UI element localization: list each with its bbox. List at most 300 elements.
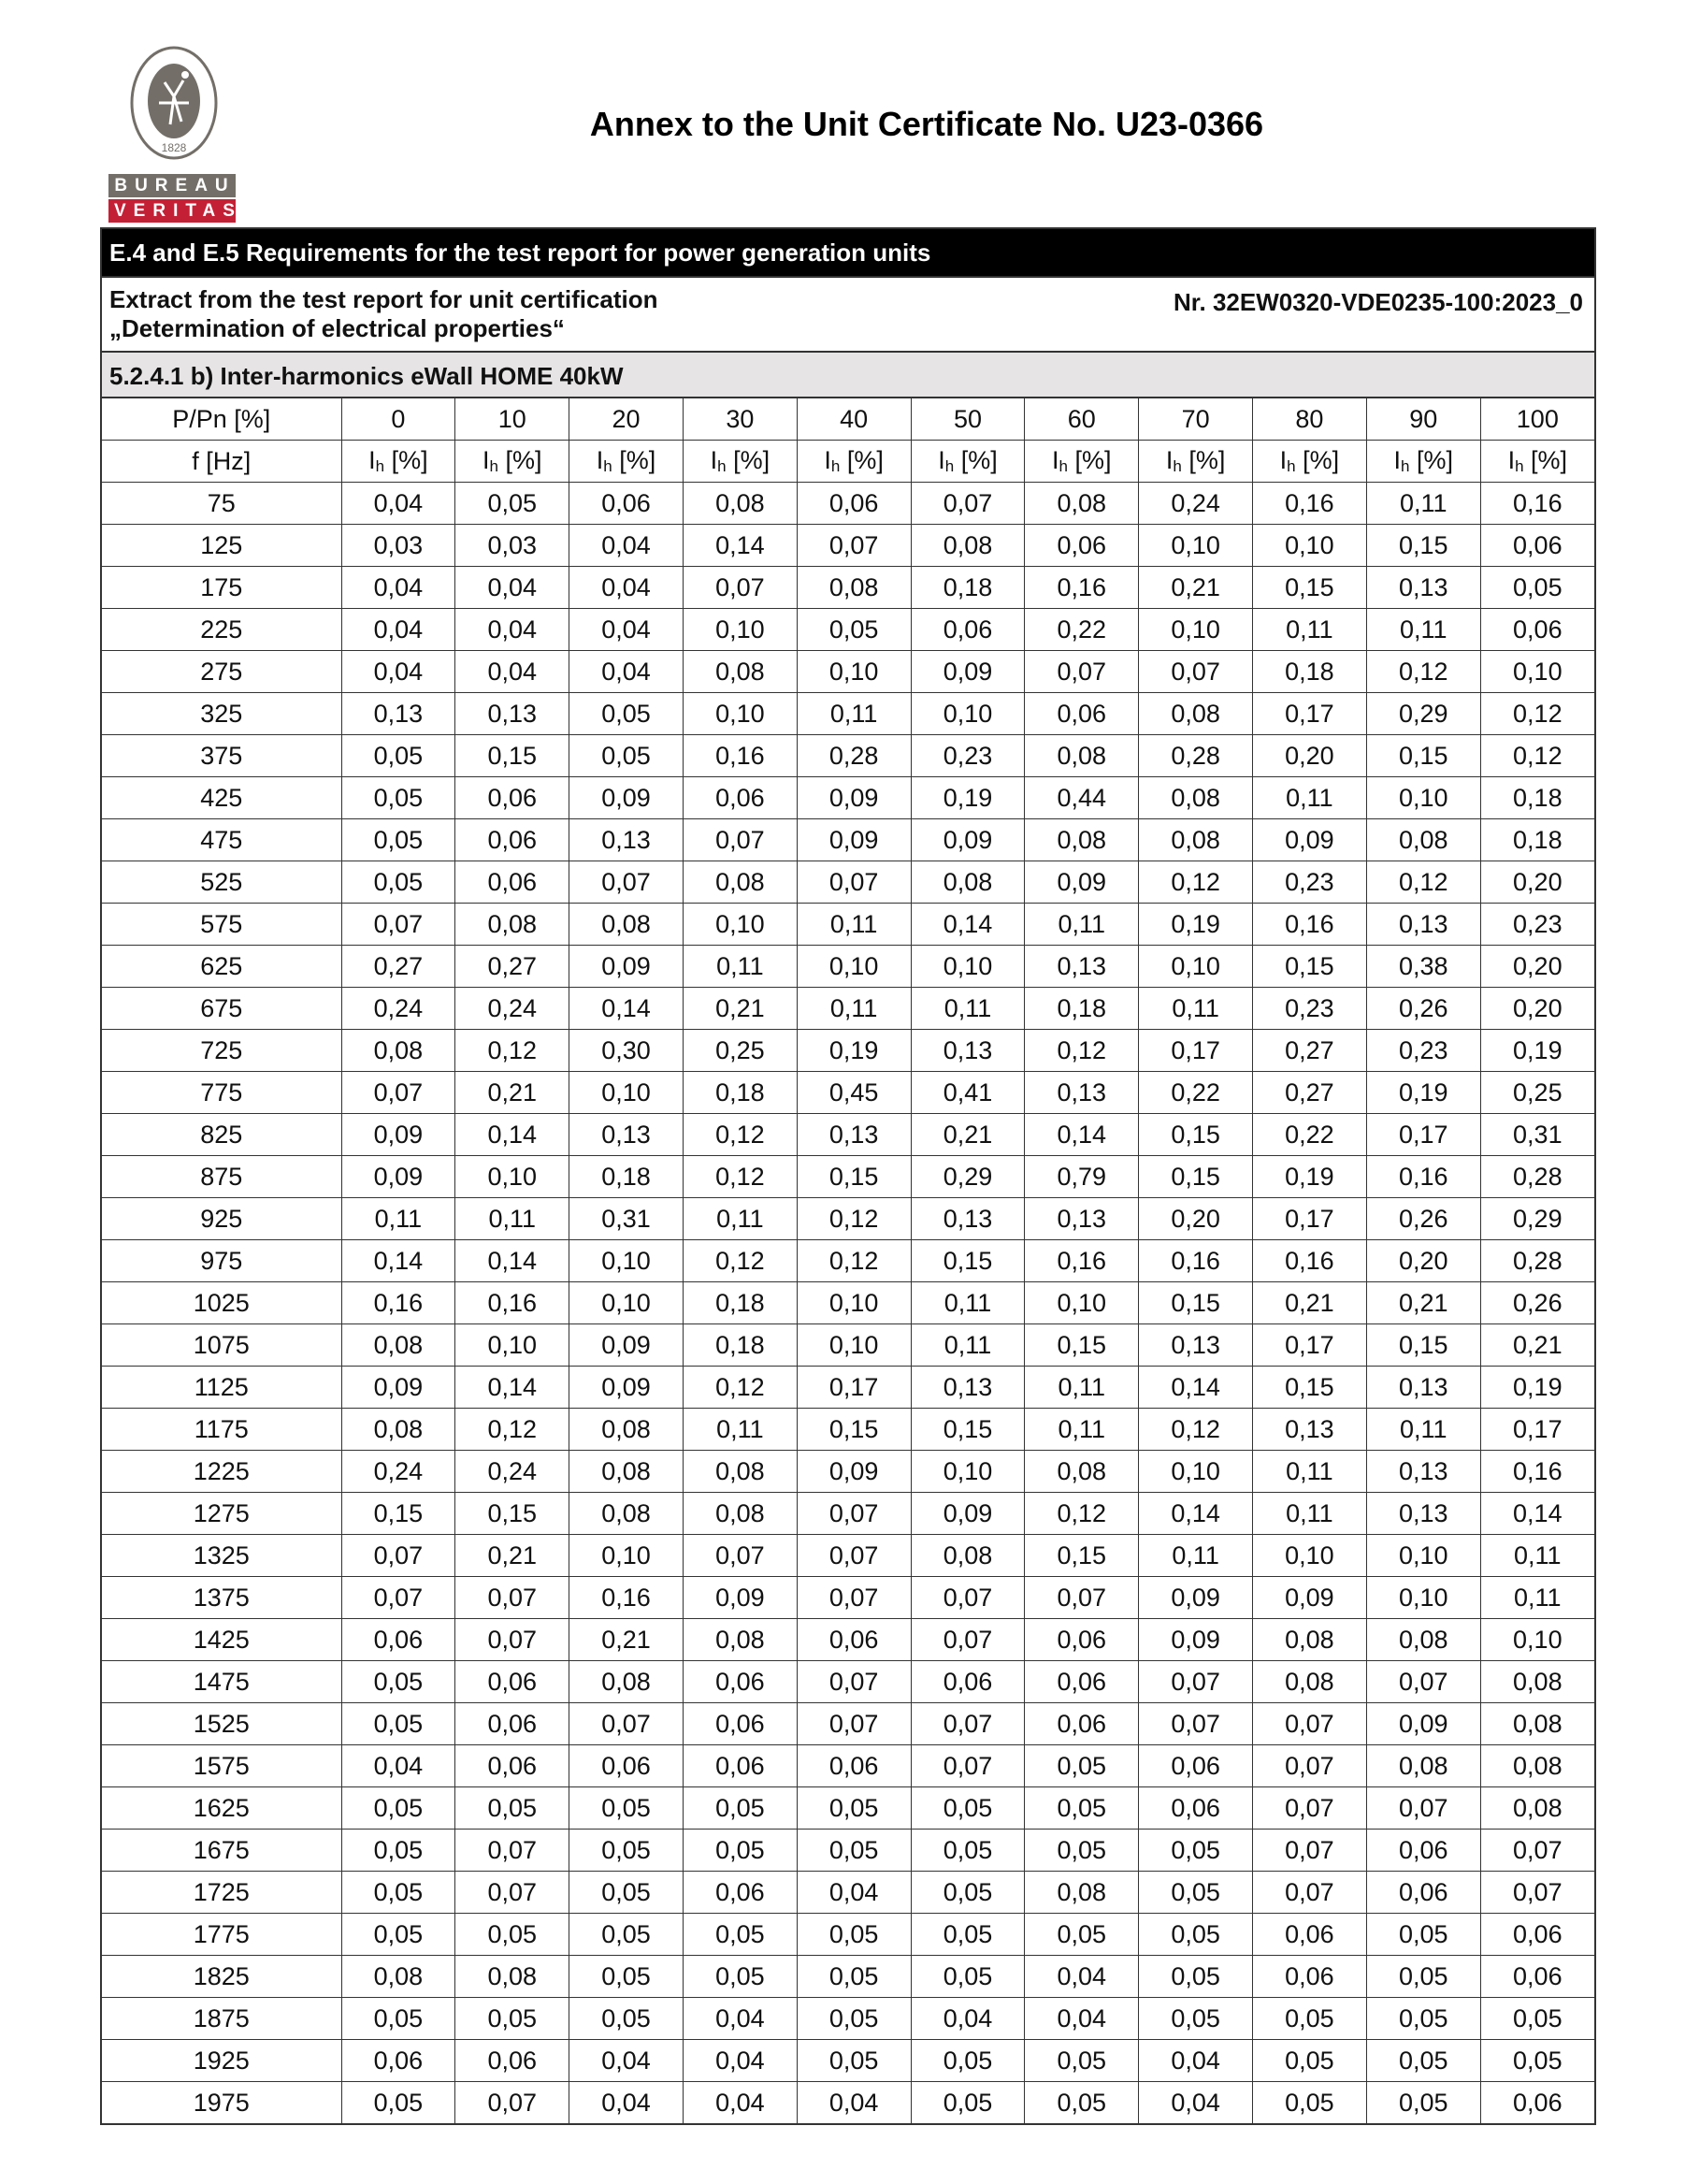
table-row [102,2040,1594,2082]
power-level-header: 10 [455,398,569,441]
ih-value-cell: 0,09 [569,946,684,988]
ih-value-cell: 0,06 [911,1661,1025,1703]
ih-value-cell: 0,29 [1366,693,1480,735]
ih-value-cell: 0,11 [1025,1367,1139,1409]
ih-value-cell: 0,20 [1139,1198,1253,1240]
frequency-cell: 225 [102,609,341,651]
frequency-cell: 825 [102,1114,341,1156]
ih-value-cell: 0,07 [1480,1830,1594,1872]
frequency-cell: 1675 [102,1830,341,1872]
ih-value-cell: 0,23 [1253,988,1367,1030]
ih-value-cell: 0,04 [455,651,569,693]
frequency-cell: 425 [102,777,341,819]
table-row [102,1872,1594,1914]
ih-value-cell: 0,05 [1366,1998,1480,2040]
ih-value-cell: 0,05 [683,1787,797,1830]
ih-value-cell: 0,19 [1480,1030,1594,1072]
ih-value-cell: 0,06 [1025,1619,1139,1661]
ih-value-cell: 0,20 [1253,735,1367,777]
ih-value-cell: 0,19 [911,777,1025,819]
ih-value-cell: 0,05 [569,1914,684,1956]
ih-value-cell: 0,11 [911,1324,1025,1367]
ih-value-cell: 0,05 [1480,1998,1594,2040]
ih-value-cell: 0,13 [569,819,684,861]
ih-value-cell: 0,10 [683,609,797,651]
ih-value-cell: 0,18 [1253,651,1367,693]
ih-value-cell: 0,16 [1480,1451,1594,1493]
frequency-cell: 775 [102,1072,341,1114]
ih-value-cell: 0,06 [797,1745,911,1787]
table-row [102,735,1594,777]
ih-value-cell: 0,06 [341,2040,455,2082]
ih-value-cell: 0,03 [341,525,455,567]
ih-value-cell: 0,15 [911,1240,1025,1282]
ih-value-cell: 0,13 [1025,946,1139,988]
ih-value-cell: 0,05 [683,1830,797,1872]
ih-value-cell: 0,06 [1025,1661,1139,1703]
ih-value-cell: 0,06 [455,2040,569,2082]
ih-value-cell: 0,23 [1366,1030,1480,1072]
ih-value-cell: 0,13 [1366,904,1480,946]
ih-value-cell: 0,18 [683,1072,797,1114]
ih-value-cell: 0,05 [1366,2040,1480,2082]
ih-value-cell: 0,07 [683,819,797,861]
frequency-cell: 975 [102,1240,341,1282]
ih-value-cell: 0,23 [1480,904,1594,946]
ih-value-cell: 0,29 [1480,1198,1594,1240]
ih-value-cell: 0,05 [341,2082,455,2124]
ih-value-cell: 0,12 [455,1409,569,1451]
ih-value-cell: 0,13 [455,693,569,735]
ih-value-cell: 0,07 [1253,1703,1367,1745]
frequency-cell: 525 [102,861,341,904]
ih-value-cell: 0,14 [1139,1493,1253,1535]
ih-value-cell: 0,19 [1366,1072,1480,1114]
power-level-header: 90 [1366,398,1480,441]
ih-value-cell: 0,07 [911,1577,1025,1619]
ih-value-cell: 0,10 [683,693,797,735]
ih-value-cell: 0,08 [1253,1661,1367,1703]
ih-value-cell: 0,14 [455,1367,569,1409]
ih-value-cell: 0,15 [1025,1324,1139,1367]
ih-value-cell: 0,14 [1480,1493,1594,1535]
table-row [102,1114,1594,1156]
ih-value-cell: 0,10 [569,1072,684,1114]
ih-value-cell: 0,05 [341,1703,455,1745]
ih-value-cell: 0,09 [797,819,911,861]
ih-value-cell: 0,08 [911,861,1025,904]
ih-value-cell: 0,09 [569,777,684,819]
table-row [102,1156,1594,1198]
ih-value-cell: 0,06 [1366,1830,1480,1872]
ih-value-cell: 0,07 [911,1619,1025,1661]
ih-value-cell: 0,26 [1480,1282,1594,1324]
ih-value-cell: 0,06 [1025,693,1139,735]
ih-value-cell: 0,05 [683,1914,797,1956]
ih-value-cell: 0,11 [797,988,911,1030]
ih-value-cell: 0,06 [1480,1956,1594,1998]
ih-value-cell: 0,08 [1480,1745,1594,1787]
ih-value-cell: 0,10 [569,1535,684,1577]
brand-veritas: VERITAS [108,199,236,223]
ih-value-cell: 0,08 [569,904,684,946]
frequency-cell: 475 [102,819,341,861]
ih-value-cell: 0,15 [797,1409,911,1451]
ih-value-cell: 0,12 [1366,861,1480,904]
ih-value-cell: 0,08 [1480,1661,1594,1703]
table-row [102,1451,1594,1493]
ih-value-cell: 0,18 [1025,988,1139,1030]
ih-value-cell: 0,44 [1025,777,1139,819]
ih-value-cell: 0,06 [683,777,797,819]
frequency-cell: 275 [102,651,341,693]
ih-value-cell: 0,04 [1139,2040,1253,2082]
ih-value-cell: 0,12 [1139,1409,1253,1451]
ih-value-cell: 0,27 [341,946,455,988]
ih-value-cell: 0,12 [797,1240,911,1282]
ih-value-cell: 0,11 [683,1409,797,1451]
ih-value-cell: 0,04 [683,2082,797,2124]
ih-value-cell: 0,07 [341,904,455,946]
ih-value-cell: 0,04 [683,1998,797,2040]
ih-value-cell: 0,17 [797,1367,911,1409]
frequency-cell: 1575 [102,1745,341,1787]
ih-value-cell: 0,05 [797,609,911,651]
ih-value-cell: 0,31 [569,1198,684,1240]
ih-value-cell: 0,05 [341,1914,455,1956]
ih-value-cell: 0,06 [569,1745,684,1787]
ih-value-cell: 0,10 [1366,1577,1480,1619]
ih-value-cell: 0,07 [797,1661,911,1703]
table-row [102,1956,1594,1998]
ih-value-cell: 0,06 [455,1661,569,1703]
ih-value-cell: 0,10 [1139,525,1253,567]
frequency-cell: 925 [102,1198,341,1240]
ih-value-cell: 0,28 [797,735,911,777]
ih-value-cell: 0,15 [455,1493,569,1535]
ih-value-cell: 0,10 [797,1282,911,1324]
ih-value-cell: 0,05 [911,2040,1025,2082]
ih-value-cell: 0,08 [683,861,797,904]
certificate-annex-table [100,227,1596,2125]
ih-value-cell: 0,11 [1253,777,1367,819]
ih-value-cell: 0,07 [797,1577,911,1619]
ih-value-cell: 0,05 [797,2040,911,2082]
ih-value-cell: 0,07 [341,1072,455,1114]
table-row [102,1198,1594,1240]
ih-value-cell: 0,07 [569,1703,684,1745]
ih-value-cell: 0,06 [455,777,569,819]
ih-value-cell: 0,17 [1139,1030,1253,1072]
table-row [102,483,1594,525]
ih-value-cell: 0,07 [455,1872,569,1914]
ih-value-cell: 0,09 [341,1367,455,1409]
ih-value-cell: 0,07 [1025,1577,1139,1619]
ih-value-cell: 0,16 [1480,483,1594,525]
ih-value-cell: 0,04 [341,609,455,651]
ih-value-cell: 0,07 [797,1535,911,1577]
ih-value-cell: 0,06 [797,483,911,525]
ih-value-cell: 0,07 [455,1577,569,1619]
ih-value-cell: 0,14 [683,525,797,567]
ih-value-cell: 0,06 [341,1619,455,1661]
ih-value-cell: 0,13 [1139,1324,1253,1367]
ih-value-cell: 0,13 [797,1114,911,1156]
ih-value-cell: 0,04 [911,1998,1025,2040]
extract-description: Extract from the test report for unit certification „Determination of electrical properties“ [109,285,658,342]
power-level-header: 0 [341,398,455,441]
ih-value-cell: 0,14 [1139,1367,1253,1409]
table-row [102,1703,1594,1745]
ih-value-cell: 0,18 [1480,819,1594,861]
ih-value-cell: 0,16 [1025,567,1139,609]
ih-value-cell: 0,08 [683,651,797,693]
ih-value-cell: 0,05 [341,861,455,904]
frequency-cell: 375 [102,735,341,777]
ih-value-cell: 0,07 [455,1830,569,1872]
ih-value-cell: 0,21 [1253,1282,1367,1324]
ih-value-cell: 0,04 [341,567,455,609]
ih-value-cell: 0,07 [797,1703,911,1745]
ih-value-cell: 0,08 [1025,483,1139,525]
frequency-cell: 1625 [102,1787,341,1830]
ih-value-cell: 0,27 [1253,1072,1367,1114]
ih-value-cell: 0,07 [797,1493,911,1535]
ih-value-cell: 0,11 [1025,904,1139,946]
ih-value-cell: 0,07 [1480,1872,1594,1914]
table-row [102,904,1594,946]
ih-value-cell: 0,09 [1025,861,1139,904]
ih-value-cell: 0,08 [569,1409,684,1451]
ih-value-cell: 0,04 [341,483,455,525]
ih-value-cell: 0,05 [1025,1745,1139,1787]
ih-value-cell: 0,08 [1025,735,1139,777]
power-level-header: 20 [569,398,684,441]
ih-value-cell: 0,06 [683,1745,797,1787]
ih-value-cell: 0,06 [455,1745,569,1787]
ih-value-cell: 0,07 [341,1535,455,1577]
frequency-cell: 1125 [102,1367,341,1409]
unit-header: $I_h$ [%] [1253,441,1367,483]
table-row [102,1661,1594,1703]
ih-value-cell: 0,23 [1253,861,1367,904]
ih-value-cell: 0,05 [911,1956,1025,1998]
table-row [102,1998,1594,2040]
ih-value-cell: 0,21 [683,988,797,1030]
ih-value-cell: 0,15 [1139,1282,1253,1324]
ih-value-cell: 0,04 [455,567,569,609]
inter-harmonics-table [102,398,1594,2123]
frequency-cell: 1775 [102,1914,341,1956]
ih-value-cell: 0,06 [683,1703,797,1745]
ih-value-cell: 0,04 [1139,2082,1253,2124]
ih-value-cell: 0,08 [797,567,911,609]
ih-value-cell: 0,06 [1480,525,1594,567]
ih-value-cell: 0,17 [1253,1198,1367,1240]
ih-value-cell: 0,14 [1025,1114,1139,1156]
ih-value-cell: 0,21 [911,1114,1025,1156]
ih-value-cell: 0,05 [569,1872,684,1914]
ih-value-cell: 0,21 [1480,1324,1594,1367]
ih-value-cell: 0,05 [341,1661,455,1703]
ih-value-cell: 0,05 [1366,1956,1480,1998]
ih-value-cell: 0,07 [1253,1745,1367,1787]
ih-value-cell: 0,07 [683,567,797,609]
ih-value-cell: 0,03 [455,525,569,567]
ih-value-cell: 0,29 [911,1156,1025,1198]
unit-header: $I_h$ [%] [911,441,1025,483]
ih-value-cell: 0,16 [1253,483,1367,525]
ih-value-cell: 0,04 [797,1872,911,1914]
ih-value-cell: 0,17 [1253,1324,1367,1367]
ih-value-cell: 0,18 [569,1156,684,1198]
ih-value-cell: 0,15 [911,1409,1025,1451]
ih-value-cell: 0,20 [1366,1240,1480,1282]
ih-value-cell: 0,05 [1480,2040,1594,2082]
ih-value-cell: 0,28 [1480,1156,1594,1198]
ih-value-cell: 0,05 [1025,2082,1139,2124]
ih-value-cell: 0,05 [1025,2040,1139,2082]
ih-value-cell: 0,05 [1253,1998,1367,2040]
ih-value-cell: 0,11 [1253,1493,1367,1535]
ih-value-cell: 0,09 [569,1324,684,1367]
ih-value-cell: 0,21 [1366,1282,1480,1324]
ih-value-cell: 0,14 [455,1240,569,1282]
ih-value-cell: 0,16 [455,1282,569,1324]
ih-value-cell: 0,16 [683,735,797,777]
ih-value-cell: 0,06 [683,1872,797,1914]
power-level-header: 50 [911,398,1025,441]
ih-value-cell: 0,04 [455,609,569,651]
power-level-header: 70 [1139,398,1253,441]
ih-value-cell: 0,14 [569,988,684,1030]
ih-value-cell: 0,25 [1480,1072,1594,1114]
ih-value-cell: 0,07 [1366,1787,1480,1830]
unit-header: $I_h$ [%] [683,441,797,483]
ih-value-cell: 0,06 [455,1703,569,1745]
ih-value-cell: 0,09 [1253,819,1367,861]
ih-value-cell: 0,13 [1366,1451,1480,1493]
ih-value-cell: 0,15 [341,1493,455,1535]
ih-value-cell: 0,15 [1139,1156,1253,1198]
ih-value-cell: 0,22 [1139,1072,1253,1114]
ih-value-cell: 0,11 [797,904,911,946]
ih-value-cell: 0,21 [1139,567,1253,609]
ih-value-cell: 0,04 [1025,1998,1139,2040]
ih-value-cell: 0,08 [1366,819,1480,861]
frequency-cell: 1175 [102,1409,341,1451]
ih-value-cell: 0,13 [1366,567,1480,609]
ih-value-cell: 0,11 [1366,1409,1480,1451]
ih-value-cell: 0,11 [683,1198,797,1240]
table-row [102,693,1594,735]
ih-value-cell: 0,10 [569,1240,684,1282]
ih-value-cell: 0,13 [911,1367,1025,1409]
ih-value-cell: 0,22 [1253,1114,1367,1156]
frequency-cell: 1925 [102,2040,341,2082]
ih-value-cell: 0,14 [455,1114,569,1156]
table-row [102,609,1594,651]
ih-value-cell: 0,12 [683,1367,797,1409]
table-row [102,1830,1594,1872]
ih-value-cell: 0,06 [1253,1914,1367,1956]
table-row [102,651,1594,693]
frequency-cell: 1825 [102,1956,341,1998]
ih-value-cell: 0,10 [1025,1282,1139,1324]
table-row [102,1577,1594,1619]
ih-value-cell: 0,04 [569,651,684,693]
page-title: Annex to the Unit Certificate No. U23-0366 [589,105,1264,143]
ih-value-cell: 0,07 [1253,1787,1367,1830]
power-level-header: 100 [1480,398,1594,441]
frequency-cell: 125 [102,525,341,567]
ih-value-cell: 0,05 [797,1998,911,2040]
ih-value-cell: 0,27 [455,946,569,988]
ih-value-cell: 0,18 [683,1282,797,1324]
ih-value-cell: 0,41 [911,1072,1025,1114]
table-row [102,1072,1594,1114]
ih-value-cell: 0,05 [341,1998,455,2040]
ih-value-cell: 0,25 [683,1030,797,1072]
ih-value-cell: 0,09 [341,1156,455,1198]
ih-value-cell: 0,19 [1480,1367,1594,1409]
ih-value-cell: 0,07 [455,2082,569,2124]
ih-value-cell: 0,07 [455,1619,569,1661]
subsection-title: 5.2.4.1 b) Inter-harmonics eWall HOME 40kW [102,351,1594,398]
ih-value-cell: 0,13 [1025,1072,1139,1114]
ih-value-cell: 0,11 [1366,609,1480,651]
ih-value-cell: 0,10 [1366,777,1480,819]
table-row [102,1367,1594,1409]
ih-value-cell: 0,11 [1253,609,1367,651]
ih-value-cell: 0,18 [683,1324,797,1367]
ih-value-cell: 0,20 [1480,988,1594,1030]
ih-value-cell: 0,08 [683,1451,797,1493]
ih-value-cell: 0,05 [1139,1914,1253,1956]
ih-value-cell: 0,12 [797,1198,911,1240]
ih-value-cell: 0,12 [455,1030,569,1072]
ih-value-cell: 0,06 [797,1619,911,1661]
ih-value-cell: 0,05 [341,1787,455,1830]
ih-value-cell: 0,12 [1480,693,1594,735]
ih-value-cell: 0,07 [1253,1830,1367,1872]
ih-value-cell: 0,15 [455,735,569,777]
ih-value-cell: 0,05 [797,1914,911,1956]
power-level-header: 30 [683,398,797,441]
ih-value-cell: 0,15 [1366,735,1480,777]
power-level-header: 40 [797,398,911,441]
ih-value-cell: 0,10 [1253,1535,1367,1577]
table-row [102,861,1594,904]
ih-value-cell: 0,06 [1139,1787,1253,1830]
ih-value-cell: 0,16 [1139,1240,1253,1282]
frequency-cell: 1875 [102,1998,341,2040]
ih-value-cell: 0,13 [1025,1198,1139,1240]
table-row [102,2082,1594,2124]
ih-value-cell: 0,10 [1139,609,1253,651]
ih-value-cell: 0,10 [1366,1535,1480,1577]
ih-value-cell: 0,04 [1025,1956,1139,1998]
ih-value-cell: 0,09 [1366,1703,1480,1745]
ih-value-cell: 0,11 [1480,1577,1594,1619]
ih-value-cell: 0,05 [455,1998,569,2040]
ih-value-cell: 0,08 [455,1956,569,1998]
ih-value-cell: 0,07 [1366,1661,1480,1703]
ih-value-cell: 0,20 [1480,861,1594,904]
ih-value-cell: 0,09 [797,777,911,819]
ih-value-cell: 0,16 [341,1282,455,1324]
unit-header: $I_h$ [%] [1025,441,1139,483]
